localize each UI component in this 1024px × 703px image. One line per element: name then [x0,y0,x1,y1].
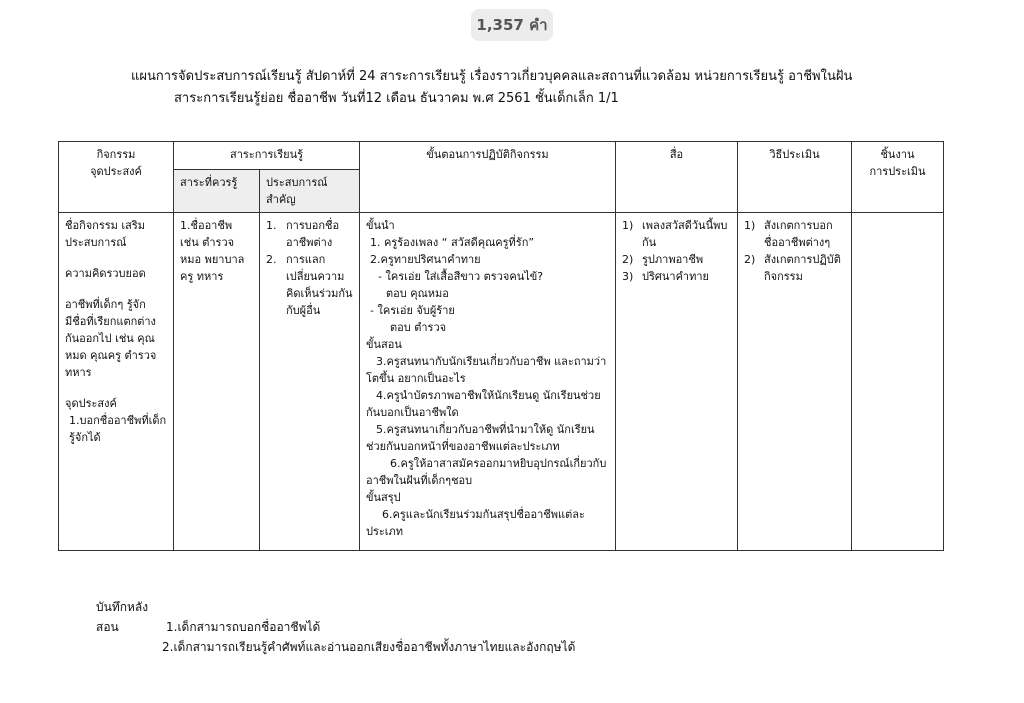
objective-text: 1.บอกชื่ออาชีพที่เด็กรู้จักได้ [69,414,167,444]
evaluation-cell [738,213,852,551]
activity-name: ชื่อกิจกรรม เสริมประสบการณ์ [65,219,146,249]
step-7: 6.ครูและนักเรียนร่วมกันสรุปชื่ออาชีพแต่ละประเภท [366,508,585,538]
riddle-question-2: - ใครเอ่ย จับผู้ร้าย [370,304,455,317]
media-cell [616,213,738,551]
header-should-know: สาระที่ควรรู้ [174,170,260,213]
key-experience-cell [260,213,360,551]
list-item: 2) รูปภาพอาชีพ [622,253,704,266]
plan-title-line-2: สาระการเรียนรู้ย่อย ชื่ออาชีพ วันที่12 เดือน ธันวาคม พ.ศ 2561 ชั้นเด็กเล็ก 1/1 [174,91,619,106]
header-evaluation: วิธีประเมิน [738,142,852,213]
step-5: 5.ครูสนทนาเกี่ยวกับอาชีพที่นำมาให้ดู นักเรียนช่วยกันบอกหน้าที่ของอาชีพแต่ละประเภท [366,423,595,453]
steps-cell [360,213,616,551]
step-6: 6.ครูให้อาสาสมัครออกมาหยิบอุปกรณ์เกี่ยวกับอาชีพในฝันที่เด็กๆชอบ [366,457,607,487]
main-label: ขั้นสอน [366,338,402,351]
step-4: 4.ครูนำบัตรภาพอาชีพให้นักเรียนดู นักเรียนช่วยกันบอกเป็นอาชีพใด [366,389,601,419]
list-item: 3) ปริศนาคำทาย [622,270,709,283]
word-count-badge: 1,357 คำ [471,9,553,41]
riddle-question-1: - ใครเอ่ย ใส่เสื้อสีขาว ตรวจคนไข้? [378,270,544,283]
concept-text: อาชีพที่เด็กๆ รู้จัก มีชื่อที่เรียกแตกต่างกันออกไป เช่น คุณหมด คุณครู ตำรวจ ทหาร [65,298,157,379]
riddle-answer-2: ตอบ ตำรวจ [390,321,447,334]
objective-label: จุดประสงค์ [65,397,117,410]
summary-label: ขั้นสรุป [366,491,401,504]
header-content: สาระการเรียนรู้ [174,142,360,170]
step-2: 2.ครูทายปริศนาคำทาย [370,253,481,266]
intro-label: ขั้นนำ [366,219,395,232]
step-1: 1. ครูร้องเพลง “ สวัสดีคุณครูที่รัก” [370,236,535,249]
header-activity: กิจกรรม จุดประสงค์ [59,142,174,213]
activity-cell [59,213,174,551]
header-steps: ขั้นตอนการปฏิบัติกิจกรรม [360,142,616,213]
list-item: 1) เพลงสวัสดีวันนี้พบกัน [622,219,728,249]
concept-label: ความคิดรวบยอด [65,267,146,280]
header-work: ชิ้นงาน การประเมิน [852,142,944,213]
list-item: 1. การบอกชื่ออาชีพต่าง [266,219,340,249]
list-item: 2. การแลกเปลี่ยนความคิดเห็นร่วมกันกับผู้อื่น [266,253,353,317]
notes-label: บันทึกหลังสอน [96,600,149,634]
header-key-experience: ประสบการณ์ สำคัญ [260,170,360,213]
step-3: 3.ครูสนทนากับนักเรียนเกี่ยวกับอาชีพ และถามว่าโตขึ้น อยากเป็นอะไร [366,355,607,385]
header-media: สื่อ [616,142,738,213]
should-know-text: 1.ชื่ออาชีพ เช่น ตำรวจ หมอ พยาบาล ครู ทหาร [180,219,245,283]
post-teaching-notes [96,597,575,657]
note-2: 2.เด็กสามารถเรียนรู้คำศัพท์และอ่านออกเสียงชื่ออาชีพทั้งภาษาไทยและอังกฤษได้ [162,640,576,654]
list-item: 1) สังเกตการบอกชื่ออาชีพต่างๆ [744,219,833,249]
riddle-answer-1: ตอบ คุณหมอ [386,287,449,300]
lesson-plan-table [58,141,944,551]
list-item: 2) สังเกตการปฏิบัติกิจกรรม [744,253,841,283]
work-cell [852,213,944,551]
plan-title-line-1: แผนการจัดประสบการณ์เรียนรู้ สัปดาห์ที่ 24 สาระการเรียนรู้ เรื่องราวเกี่ยวบุคคลและสถานที่แวดล้อม หน่วยการเรียนรู้ อาชีพในฝัน [131,69,853,84]
note-1: 1.เด็กสามารถบอกชื่ออาชีพได้ [166,620,321,634]
should-know-cell [174,213,260,551]
